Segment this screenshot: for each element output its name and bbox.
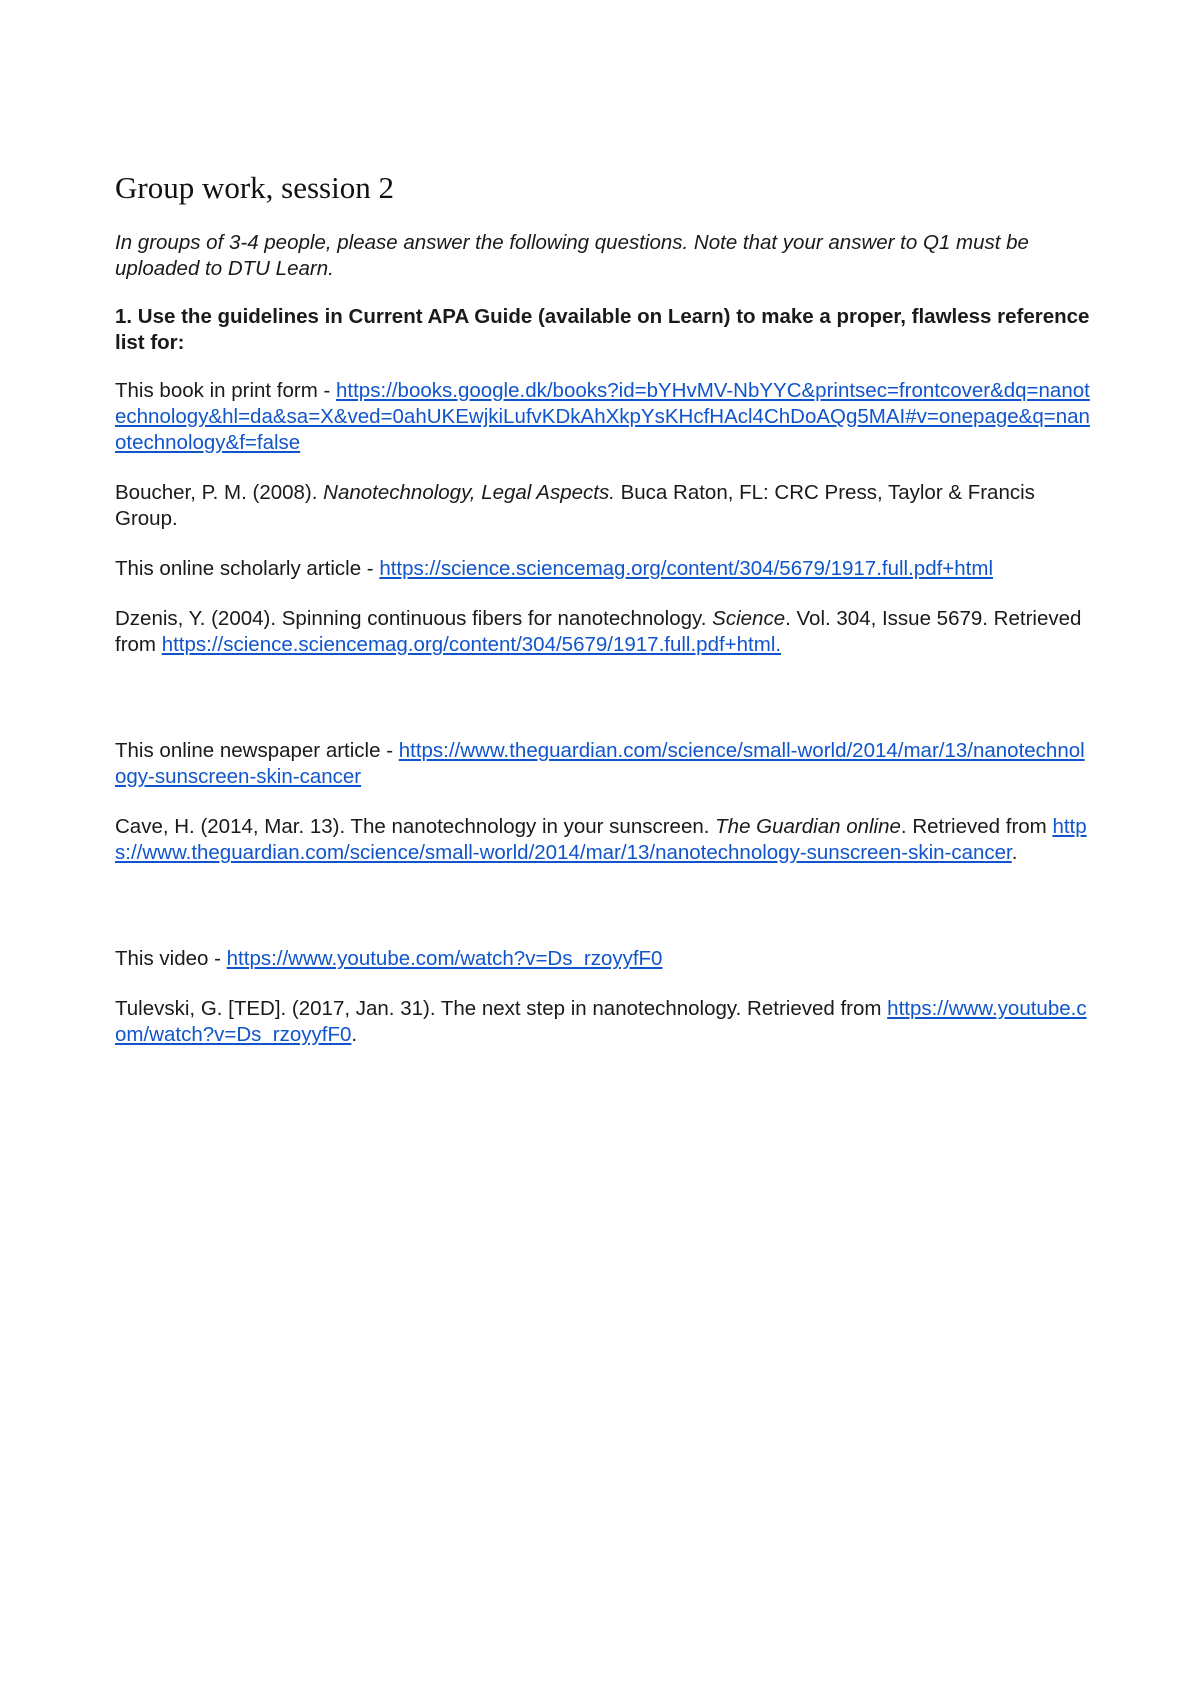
newspaper-prompt <box>115 738 1095 790</box>
video-prompt-label: This video - <box>115 947 227 970</box>
intro-text: In groups of 3-4 people, please answer the following questions. Note that your answer to Q1 must be uploaded to DTU Learn. <box>115 231 1029 280</box>
video-reference <box>115 996 1095 1048</box>
article-link[interactable]: https://science.sciencemag.org/content/304/5679/1917.full.pdf+html <box>379 557 994 580</box>
video-ref-text: Tulevski, G. [TED]. (2017, Jan. 31). The next step in nanotechnology. Retrieved from <box>115 997 888 1020</box>
book-link[interactable]: https://books.google.dk/books?id=bYHvMV-NbYYC&printsec=frontcover&dq=nanotechnology&hl=da&sa=X&ved=0ahUKEwjkiLufvKDkAhXkpYsKHcfHAcl4ChDoAQg5MAI#v=onepage&q=nanotechnology&f=false <box>115 379 1090 454</box>
question-1: 1. Use the guidelines in Current APA Guide (available on Learn) to make a proper, flawless reference list for: <box>115 305 1090 354</box>
book-prompt <box>115 378 1095 456</box>
video-prompt <box>115 946 1095 972</box>
article-ref-journal: Science <box>712 607 786 630</box>
article-prompt-label: This online scholarly article - <box>115 557 380 580</box>
video-ref-link[interactable]: https://www.youtube.com/watch?v=Ds_rzoyyfF0 <box>115 997 1087 1046</box>
newspaper-ref-end: . <box>1011 841 1018 864</box>
video-ref-end: . <box>351 1023 358 1046</box>
article-ref-author: Dzenis, Y. (2004). Spinning continuous fibers for nanotechnology. <box>115 607 713 630</box>
spacer <box>115 890 1095 946</box>
newspaper-prompt-label: This online newspaper article - <box>115 739 399 762</box>
newspaper-ref-rest: . Retrieved from <box>900 815 1053 838</box>
document-page <box>115 168 1095 1072</box>
newspaper-link[interactable]: https://www.theguardian.com/science/small-world/2014/mar/13/nanotechnology-sunscreen-skin-cancer <box>115 739 1085 788</box>
book-prompt-label: This book in print form - <box>115 379 337 402</box>
article-ref-rest: . Vol. 304, Issue 5679. Retrieved from <box>115 607 1082 656</box>
book-ref-publisher: Buca Raton, FL: CRC Press, Taylor & Francis Group. <box>115 481 1035 530</box>
article-prompt <box>115 556 1095 582</box>
book-reference <box>115 480 1095 532</box>
newspaper-ref-author: Cave, H. (2014, Mar. 13). The nanotechnology in your sunscreen. <box>115 815 716 838</box>
spacer <box>115 682 1095 738</box>
newspaper-ref-link[interactable]: https://www.theguardian.com/science/small-world/2014/mar/13/nanotechnology-sunscreen-skin-cancer <box>115 815 1087 864</box>
article-reference <box>115 606 1095 658</box>
page-title: Group work, session 2 <box>115 170 394 205</box>
newspaper-reference <box>115 814 1095 866</box>
book-ref-author: Boucher, P. M. (2008). <box>115 481 324 504</box>
newspaper-ref-source: The Guardian online <box>715 815 901 838</box>
video-link[interactable]: https://www.youtube.com/watch?v=Ds_rzoyyfF0 <box>226 947 663 970</box>
book-ref-title: Nanotechnology, Legal Aspects. <box>323 481 615 504</box>
article-ref-link[interactable]: https://science.sciencemag.org/content/304/5679/1917.full.pdf+html. <box>161 633 782 656</box>
